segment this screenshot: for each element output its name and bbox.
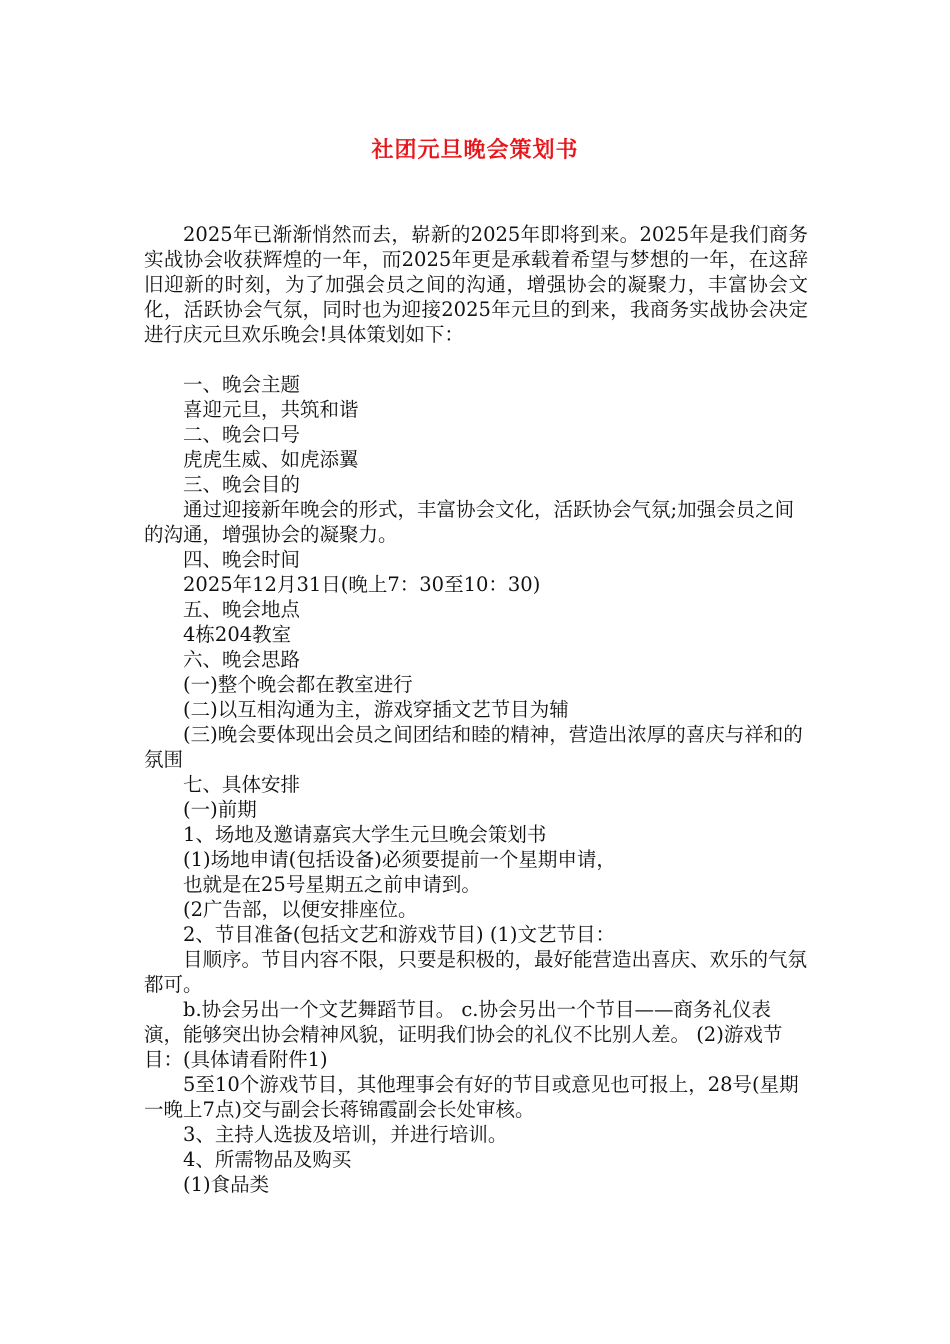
purpose-text: 通过迎接新年晚会的形式，丰富协会文化，活跃协会气氛;加强会员之间的沟通，增强协会的凝聚力。 — [144, 498, 795, 546]
approach-item-2: (二)以互相沟通为主，游戏穿插文艺节目为辅 — [183, 698, 569, 721]
arrangement-program-games: 5至10个游戏节目，其他理事会有好的节目或意见也可报上，28号(星期一晚上7点)交与副会长蒋锦霞副会长处审核。 — [144, 1073, 799, 1121]
arrangement-program-order: 目顺序。节目内容不限，只要是积极的，最好能营造出喜庆、欢乐的气氛都可。 — [144, 948, 808, 996]
section-heading-arrangement: 七、具体安排 — [183, 773, 301, 796]
intro-paragraph: 2025年已渐渐悄然而去，崭新的2025年即将到来。2025年是我们商务实战协会收获辉煌的一年，而2025年更是承载着希望与梦想的一年，在这辞旧迎新的时刻，为了加强会员之间的沟通，增强协会的凝聚力，丰富协会文化，活跃协会气氛，同时也为迎接2025年元旦的到来，我商务实战协会决定进行庆元旦欢乐晚会!具体策划如下： — [144, 223, 808, 346]
slogan-text: 虎虎生威、如虎添翼 — [183, 448, 359, 471]
approach-item-1: (一)整个晚会都在教室进行 — [183, 673, 413, 696]
document-body — [144, 222, 808, 1197]
paragraph-gap — [144, 347, 808, 372]
arrangement-item-venue: 1、场地及邀请嘉宾大学生元旦晚会策划书 — [183, 823, 547, 846]
section-heading-location: 五、晚会地点 — [183, 598, 301, 621]
arrangement-venue-apply: (1)场地申请(包括设备)必须要提前一个星期申请， — [183, 848, 616, 871]
section-heading-purpose: 三、晚会目的 — [183, 473, 301, 496]
section-heading-theme: 一、晚会主题 — [183, 373, 301, 396]
time-text: 2025年12月31日(晚上7：30至10：30) — [183, 573, 541, 596]
arrangement-program-dance: b.协会另出一个文艺舞蹈节目。 c.协会另出一个节目——商务礼仪表演，能够突出协会精神风貌，证明我们协会的礼仪不比别人差。 (2)游戏节目：(具体请看附件1) — [144, 998, 783, 1071]
arrangement-item-programs: 2、节目准备(包括文艺和游戏节目) (1)文艺节目： — [183, 923, 615, 946]
arrangement-supplies-food: (1)食品类 — [183, 1173, 270, 1196]
section-heading-slogan: 二、晚会口号 — [183, 423, 301, 446]
arrangement-item-supplies: 4、所需物品及购买 — [183, 1148, 352, 1171]
section-heading-approach: 六、晚会思路 — [183, 648, 301, 671]
arrangement-ad-dept: (2广告部，以便安排座位。 — [183, 898, 418, 921]
arrangement-item-host: 3、主持人选拔及培训，并进行培训。 — [183, 1123, 508, 1146]
theme-text: 喜迎元旦，共筑和谐 — [183, 398, 359, 421]
document-title: 社团元旦晚会策划书 — [371, 138, 579, 163]
arrangement-venue-deadline: 也就是在25号星期五之前申请到。 — [183, 873, 481, 896]
arrangement-phase-early: (一)前期 — [183, 798, 257, 821]
section-heading-time: 四、晚会时间 — [183, 548, 301, 571]
approach-item-3: (三)晚会要体现出会员之间团结和睦的精神，营造出浓厚的喜庆与祥和的氛围 — [144, 723, 803, 771]
location-text: 4栋204教室 — [183, 623, 292, 646]
